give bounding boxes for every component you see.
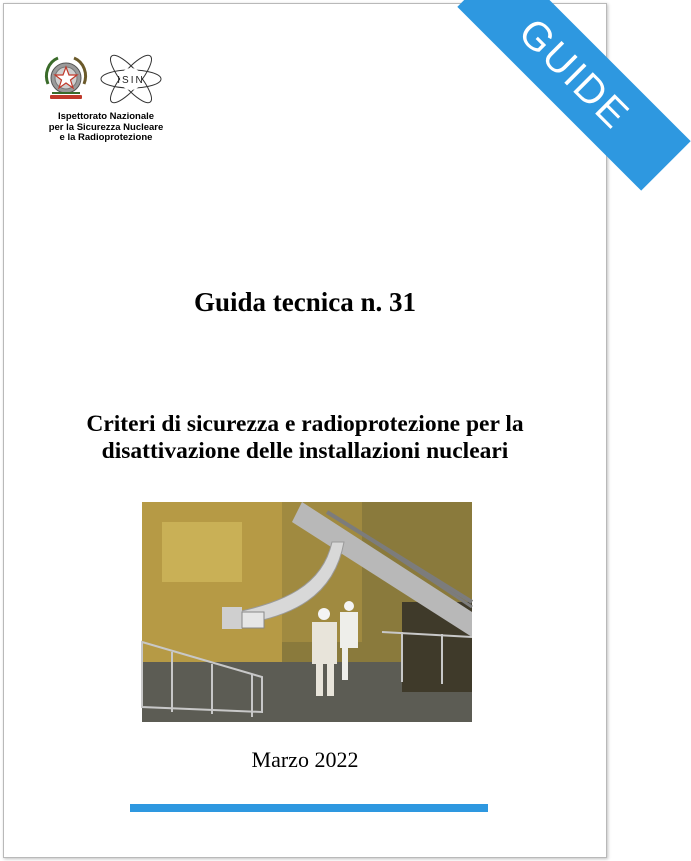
guide-ribbon: [446, 4, 639, 164]
logo-group: [42, 54, 182, 106]
publication-date: Marzo 2022: [251, 747, 359, 772]
institution-line: Ispettorato Nazionale: [57, 111, 155, 122]
guide-ribbon-label: GUIDE: [510, 9, 639, 138]
guide-title: Guida tecnica n. 31: [193, 287, 416, 317]
institution-name: [42, 112, 170, 144]
isin-logo: [98, 57, 164, 101]
subtitle-line: Criteri di sicurezza e radioprotezione per la: [86, 411, 524, 437]
italian-republic-emblem-icon: [42, 54, 90, 104]
isin-logo-text: ISIN: [117, 75, 145, 86]
institution-line: per la Sicurezza Nucleare: [48, 121, 164, 133]
document-subtitle: [24, 411, 586, 465]
institution-line: e la Radioprotezione: [59, 132, 153, 143]
decommissioning-site-photo: [142, 502, 472, 722]
document-page: [3, 3, 639, 858]
subtitle-line: disattivazione delle installazioni nucleari: [101, 438, 509, 464]
footer-accent-bar: [130, 804, 488, 812]
